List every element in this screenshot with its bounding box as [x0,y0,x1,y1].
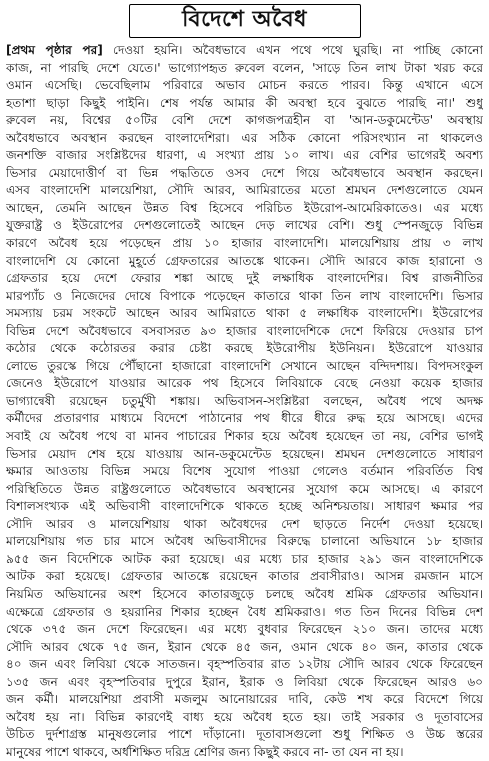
article-line: ভিসার মেয়াদোত্তীর্ণ বা ভিন্ন পদ্ধতিতে ওসব দেশে গিয়ে অবৈধভাবে অবস্থান করছেন। [6,165,483,180]
article-line: জনশক্তি বাজার সংশ্লিষ্টদের ধারণা, এ সংখ্যা প্রায় ১০ লাখ। এর বেশির ভাগেরই অবশ্য [6,148,483,163]
article-line: ক্ষমার আওতায় বিভিন্ন সময়ে বিশেষ সুযোগ পাওয়া গেলেও বর্তমান পরিবর্তিত বিশ্ব [6,464,483,479]
article-line: বাংলাদেশি যে কোনো মুহূর্তে গ্রেফতারের আতঙ্কে থাকেন। সৌদি আরবে কাজ হারানো ও [6,253,483,268]
article-line: বিভিন্ন দেশে অবৈধভাবে বসবাসরত ৯৩ হাজার বাংলাদেশিকে দেশে ফিরিয়ে দেওয়ার চাপ [6,323,483,338]
article-line: হতাশা ছাড়া কিছুই পাইনি। শেষ পর্যন্ত আমার কী অবস্থা হবে বুঝতে পারছি না।' শুধু [6,95,483,110]
article-line: নিয়মিত অভিযানের অংশ হিসেবে কাতারজুড়ে চলছে অবৈধ শ্রমিক গ্রেফতার অভিযান। [6,586,483,601]
article-line-text: দেওয়া হয়নি। অবৈধভাবে এখন পথে পথে ঘুরছি। না পাচ্ছি কোনো [102,43,483,57]
article-line: লোভে তুরস্কে গিয়ে পৌঁছানো হাজারো বাংলাদেশি সেখানে আছেন বন্দিদশায়। বিপদসংকুল [6,358,483,373]
article-line: ভিসার মেয়াদ শেষ হয়ে যাওয়ায় আন-ডকুমেন্টেড হয়েছেন। শ্রমঘন দেশগুলোতে সাধারণ [6,446,483,461]
article-line: থেকে ৩৭৫ জন দেশে ফিরেছেন। এর মধ্যে বুধবার ফিরেছেন ২১০ জন। তাদের মধ্যে [6,622,483,637]
article-line [6,42,483,60]
article-line: সমস্যায় চরম সংকটে আছেন আরব আমিরাতে থাকা ৫ লক্ষাধিক বাংলাদেশি। ইউরোপের [6,306,483,321]
article-line: সবাই যে অবৈধ পথে বা মানব পাচারের শিকার হয়ে অবৈধ হয়েছেন তা নয়, বেশির ভাগই [6,429,483,444]
article-line: ৪০ জন এবং লিবিয়া থেকে সাতজন। বৃহস্পতিবার রাত ১২টায় সৌদি আরব থেকে ফিরেছেন [6,657,483,672]
article-line: কর্মীদের প্রতারণার মাধ্যমে বিদেশে পাঠানোর পথ ধীরে ধীরে রুদ্ধ হয়ে আসছে। এদের [6,411,483,426]
article-line: কারণে অবৈধ হয়ে পড়েছেন প্রায় ১০ হাজার বাংলাদেশি। মালয়েশিয়ায় প্রায় ৩ লাখ [6,236,483,251]
article-line: আছেন, তেমনি আছেন উন্নত বিশ্ব হিসেবে পরিচিত ইউরোপ-আমেরিকাতেও। এর মধ্যে [6,200,483,215]
article-line: কাজ, না পারছি দেশে যেতে।' ভাগ্যোপহৃত রুবেল বলেন, 'সাড়ে তিন লাখ টাকা খরচ করে [6,60,483,75]
article-line: কঠোর থেকে কঠোরতর করার চেষ্টা করছে ইউরোপীয় ইউনিয়ন। ইউরোপে যাওয়ার [6,341,483,356]
article-line: ওমান এসেছি। ভেবেছিলাম পরিবারে অভাব মোচন করতে পারব। কিন্তু এখানে এসে [6,78,483,93]
article-line: ৯৫৫ জন বিদেশিকে আটক করা হয়েছে। এর মধ্যে চার হাজার ২৯১ জন বাংলাদেশিকে [6,551,483,566]
headline: বিদেশে অবৈধ [182,7,307,32]
article-line: মালয়েশিয়ায় গত চার মাসে অবৈধ অভিবাসীদের বিরুদ্ধে চালানো অভিযানে ১৮ হাজার [6,534,483,549]
headline-box [129,4,361,38]
article-line: উচিত দুর্দশাগ্রস্ত মানুষগুলোর পাশে দাঁড়ানো। দূতাবাসগুলো শুধু শিক্ষিত ও উচ্চ স্তরের [6,727,483,742]
article-line: গ্রেফতার হয়ে দেশে ফেরার শঙ্কা আছে দুই লক্ষাধিক বাংলাদেশির। বিশ্ব রাজনীতির [6,271,483,286]
article-line: পরিস্থিতিতে উন্নত রাষ্ট্রগুলোতে অবৈধভাবে অবস্থানের সুযোগ কমে আসছে। এ কারণে [6,481,483,496]
article-line: অবৈধভাবে অবস্থান করছেন বাংলাদেশিরা। এর সঠিক কোনো পরিসংখ্যান না থাকলেও [6,130,483,145]
article-body [6,42,483,761]
article-line: এসব বাংলাদেশি মালয়েশিয়া, সৌদি আরব, আমিরাতের মতো শ্রমঘন দেশগুলোতে যেমন [6,183,483,198]
article-line: জন কর্মী। মালয়েশিয়া প্রবাসী মজলুম আনোয়ারের দাবি, কেউ শখ করে বিদেশে গিয়ে [6,692,483,707]
article-line: এক্ষেত্রে গ্রেফতার ও হয়রানির শিকার হচ্ছেন বৈধ শ্রমিকরাও। গত তিন দিনের বিভিন্ন দেশ [6,604,483,619]
article-line: সৌদি আরব থেকে ৭৫ জন, ইরান থেকে ৪৫ জন, ওমান থেকে ৪০ জন, কাতার থেকে [6,639,483,654]
article-line: সৌদি আরব ও মালয়েশিয়ায় থাকা অবৈধদের দেশ ছাড়তে নির্দেশ দেওয়া হয়েছে। [6,516,483,531]
article-line: বিশালসংখ্যক এই অভিবাসী বাংলাদেশিকে থাকতে হচ্ছে অনিশ্চয়তায়। সাধারণ ক্ষমার পর [6,499,483,514]
article-line: মানুষের পাশে থাকবে, অর্ধশিক্ষিত দরিদ্র শ্রেণির জন্য কিছুই করবে না- তা যেন না হয়। [6,744,404,759]
article-line: মারপ্যাঁচ ও নিজেদের দোষে বিপাকে পড়েছেন কাতারে থাকা তিন লাখ বাংলাদেশি। ভিসার [6,288,483,303]
article-line: আটক করা হয়েছে। গ্রেফতার আতঙ্কে রয়েছেন কাতার প্রবাসীরাও। আসন্ন রমজান মাসে [6,569,483,584]
article-line: রুবেল নয়, বিশ্বের ৫০টির বেশি দেশে কাগজপত্রহীন বা 'আন-ডকুমেন্টেড' অবস্থায় [6,113,483,128]
article-line: যুক্তরাষ্ট্র ও ইউরোপের দেশগুলোতেই আছেন দেড় লাখের বেশি। শুধু স্পেনজুড়ে বিভিন্ন [6,218,483,233]
article-line: অবৈধ হয় না। বিভিন্ন কারণেই বাধ্য হয়ে অবৈধ হতে হয়। তাই সরকার ও দূতাবাসের [6,709,483,724]
article-line: ভাগ্যান্বেষী রয়েছেন চতুর্মুখী শঙ্কায়। অভিবাসন-সংশ্লিষ্টরা বলছেন, অবৈধ পথে অদক্ষ [6,393,483,408]
article-line: জেনেও ইউরোপে যাওয়ার আরেক পথ হিসেবে লিবিয়াকে বেছে নেওয়া কয়েক হাজার [6,376,483,391]
article-line: ১৩৫ জন এবং বৃহস্পতিবার দুপুরে ইরান, ইরাক ও লিবিয়া থেকে ফিরেছেন আরও ৬০ [6,674,483,689]
continued-label: [প্রথম পৃষ্ঠার পর] [6,43,103,57]
